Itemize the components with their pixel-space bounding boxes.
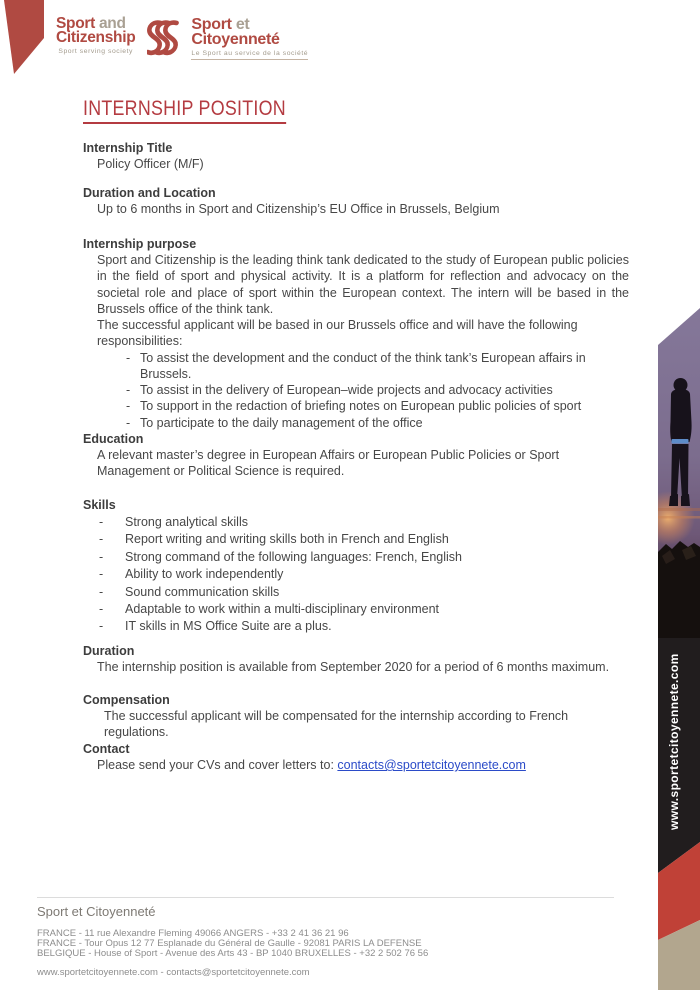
section-duration xyxy=(83,643,629,675)
section-body: A relevant master’s degree in European Affairs or European Public Policies or Sport Management or Political Science is required. xyxy=(97,448,560,479)
page-title: INTERNSHIP POSITION xyxy=(83,97,286,124)
logo-fr-line1 xyxy=(191,17,308,32)
logo-en-word3: Citizenship xyxy=(56,29,136,46)
list-item: - Strong command of the following languages: French, English xyxy=(97,549,629,566)
responsibilities-intro: The successful applicant will be based in our Brussels office and will have the following responsibilities: xyxy=(97,318,578,349)
section-heading: Compensation xyxy=(83,693,170,707)
section-duration-location xyxy=(83,185,629,217)
logo-fr-word1: Sport xyxy=(191,16,232,33)
skills-list xyxy=(83,514,629,636)
logo-en-word2: and xyxy=(98,15,126,32)
list-item: - IT skills in MS Office Suite are a plus. xyxy=(97,618,629,635)
sidebar-photo xyxy=(658,300,700,645)
section-body: Up to 6 months in Sport and Citizenship’s EU Office in Brussels, Belgium xyxy=(97,202,500,216)
logo-en-word1: Sport xyxy=(56,15,95,32)
logo-fr-word2: et xyxy=(235,16,250,33)
footer-addresses xyxy=(37,929,614,959)
contact-text: Please send your CVs and cover letters to: xyxy=(97,758,338,772)
logo xyxy=(56,17,308,61)
logo-en-tagline: Sport serving society xyxy=(58,48,133,55)
section-heading: Duration xyxy=(83,644,135,658)
list-item: - To assist in the delivery of European–wide projects and advocacy activities xyxy=(124,382,629,398)
responsibilities-list xyxy=(83,350,629,431)
footer-org-name: Sport et Citoyenneté xyxy=(37,904,156,919)
section-body: The successful applicant will be compensated for the internship according to French regulations. xyxy=(104,709,569,740)
section-heading: Education xyxy=(83,432,144,446)
logo-fr-line2 xyxy=(191,32,308,47)
logo-en-line2 xyxy=(56,31,135,45)
list-item: - To support in the redaction of briefing notes on European public policies of sport xyxy=(124,398,629,414)
list-item: - Ability to work independently xyxy=(97,566,629,583)
section-heading: Internship purpose xyxy=(83,237,197,251)
section-body xyxy=(83,757,629,773)
footer-address-line: FRANCE - 11 rue Alexandre Fleming 49066 ANGERS - +33 2 41 36 21 96 xyxy=(37,928,349,939)
list-item: - Strong analytical skills xyxy=(97,514,629,531)
section-contact xyxy=(83,741,629,773)
section-purpose xyxy=(83,236,629,431)
footer-web-line: www.sportetcitoyennete.com - contacts@sportetcitoyennete.com xyxy=(37,967,310,978)
section-compensation xyxy=(83,692,629,741)
logo-fr-word3: Citoyenneté xyxy=(191,31,280,48)
logo-fr-tagline: Le Sport au service de la société xyxy=(191,50,308,60)
section-heading: Duration and Location xyxy=(83,186,216,200)
list-item: - To assist the development and the conduct of the think tank’s European affairs in Brussels. xyxy=(124,350,629,382)
triple-s-wave-icon xyxy=(147,19,180,61)
sidebar-vertical-url: www.sportetcitoyennete.com xyxy=(667,653,681,830)
list-item: - Adaptable to work within a multi-disciplinary environment xyxy=(97,601,629,618)
section-education xyxy=(83,431,629,480)
footer-address-line: BELGIQUE - House of Sport - Avenue des Arts 43 - BP 1040 BRUXELLES - +32 2 502 76 56 xyxy=(37,948,429,959)
footer-divider xyxy=(37,897,614,898)
logo-french xyxy=(191,17,308,60)
sidebar-strip xyxy=(658,300,700,990)
list-item: - To participate to the daily management of the office xyxy=(124,415,629,431)
section-body: Policy Officer (M/F) xyxy=(97,157,204,171)
purpose-paragraph: Sport and Citizenship is the leading think tank dedicated to the study of European public policies in the field of sport and physical activity. It is a platform for reflection and advocacy on the societal role and place of sport within the European context. The intern will be based in the Brussels office of the think tank. xyxy=(97,253,629,316)
section-skills xyxy=(83,497,629,636)
footer-address-line: FRANCE - Tour Opus 12 77 Esplanade du Général de Gaulle - 92081 PARIS LA DEFENSE xyxy=(37,938,422,949)
section-heading: Skills xyxy=(83,498,116,512)
list-item: - Report writing and writing skills both in French and English xyxy=(97,531,629,548)
section-heading: Internship Title xyxy=(83,141,173,155)
contact-email-link[interactable]: contacts@sportetcitoyennete.com xyxy=(337,758,526,772)
section-heading: Contact xyxy=(83,742,130,756)
footer xyxy=(37,897,614,978)
section-internship-title xyxy=(83,140,629,172)
section-body: The internship position is available from September 2020 for a period of 6 months maximum. xyxy=(97,660,610,674)
list-item: - Sound communication skills xyxy=(97,584,629,601)
corner-ribbon-icon xyxy=(0,0,48,78)
logo-english xyxy=(56,17,135,55)
